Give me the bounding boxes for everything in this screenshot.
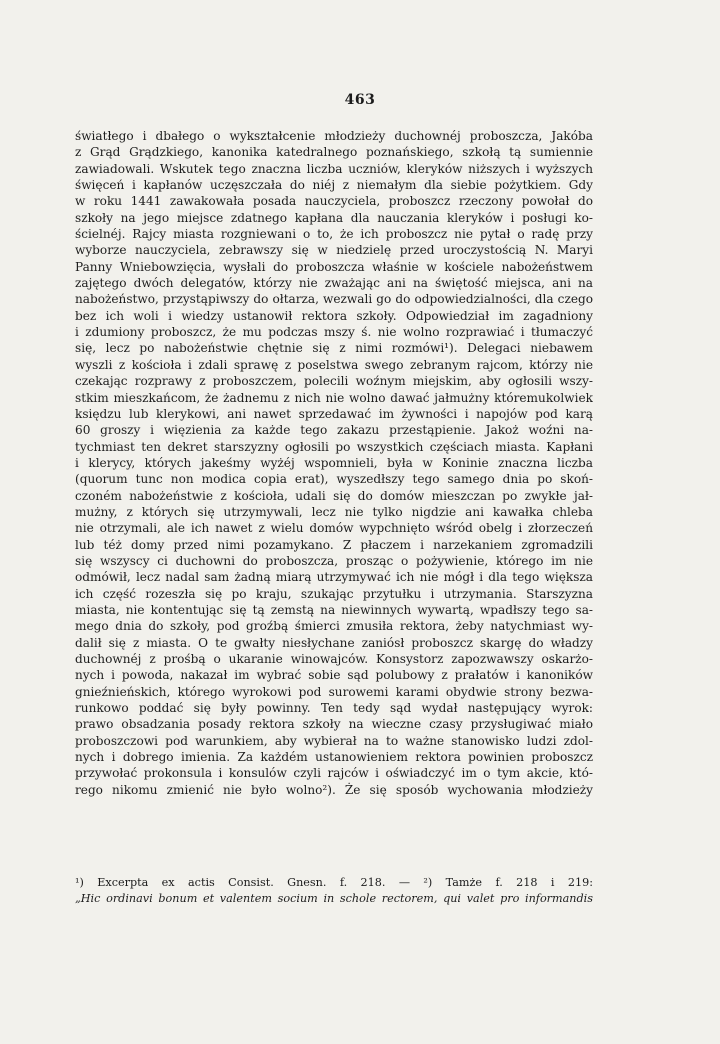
text-line: szkoły na jego miejsce zdatnego kapłana dla nauczania kleryków i posługi ko- [75, 210, 593, 225]
text-line: wyszli z kościoła i zdali sprawę z poselstwa swego zebranym rajcom, którzy nie [75, 357, 593, 372]
text-line: tychmiast ten dekret starszyzny ogłosili po wszystkich częściach miasta. Kapłani [75, 439, 593, 454]
text-line: dalił się z miasta. O te gwałty niesłychane zaniósł proboszcz skargę do władzy [75, 635, 593, 650]
text-line: miasta, nie kontentując się tą zemstą na niewinnych wywartą, wpadłszy tego sa- [75, 602, 593, 617]
body-text [75, 128, 593, 798]
footnote-line: ¹) Excerpta ex actis Consist. Gnesn. f. 218. — ²) Tamże f. 218 i 219: [75, 876, 593, 889]
text-line: nabożeństwo, przystąpiwszy do ołtarza, wezwali go do odpowiedzialności, dla czego [75, 292, 593, 307]
text-line: ich część rozeszła się po kraju, szukając przytułku i utrzymania. Starszyzna [75, 586, 593, 601]
text-line: zajętego dwóch delegatów, którzy nie zważając ani na świętość miejsca, ani na [75, 276, 593, 291]
text-line: nych i powoda, nakazał im wybrać sobie sąd polubowy z prałatów i kanoników [75, 668, 593, 683]
footnotes [75, 875, 593, 907]
text-line: prawo obsadzania posady rektora szkoły na wieczne czasy przysługiwać miało [75, 717, 593, 732]
text-line: się wszyscy ci duchowni do proboszcza, prosząc o pożywienie, którego im nie [75, 553, 593, 568]
text-line: przywołać prokonsula i konsulów czyli rajców i oświadczyć im o tym akcie, któ- [75, 766, 593, 781]
text-line: ścielnéj. Rajcy miasta rozgniewani o to, że ich proboszcz nie pytał o radę przy [75, 227, 593, 242]
text-line: stkim mieszkańcom, że żadnemu z nich nie wolno dawać jałmużny któremukolwiek [75, 390, 593, 405]
text-line: czekając rozprawy z proboszczem, polecili woźnym miejskim, aby ogłosili wszy- [75, 374, 593, 389]
text-line: czoném nabożeństwie z kościoła, udali się do domów mieszczan po zwykłe jał- [75, 488, 593, 503]
text-line: nie otrzymali, ale ich nawet z wielu domów wypchnięto wśród obelg i złorzeczeń [75, 521, 593, 536]
text-line: rego nikomu zmienić nie było wolno²). Że się sposób wychowania młodzieży [75, 782, 593, 797]
text-line: proboszczowi pod warunkiem, aby wybierał na to ważne stanowisko ludzi zdol- [75, 733, 593, 748]
text-line: (quorum tunc non modica copia erat), wyszedłszy tego samego dnia po skoń- [75, 472, 593, 487]
text-line: duchownéj z prośbą o ukaranie winowajców. Konsystorz zapozwawszy oskarżo- [75, 652, 593, 666]
text-line: bez ich woli i wiedzy ustanowił rektora szkoły. Odpowiedział im zagadniony [75, 308, 593, 323]
text-line: mużny, z których się utrzymywali, lecz nie tylko nigdzie ani kawałka chleba [75, 504, 593, 519]
text-line: 60 groszy i więzienia za każde tego zakazu przestąpienie. Jakoż woźni na- [75, 423, 593, 438]
text-line: i klerycy, których jakeśmy wyżéj wspomnieli, była w Koninie znaczna liczba [75, 455, 593, 470]
footnote-line: „Hic ordinavi bonum et valentem socium in schole rectorem, qui valet pro informandis [75, 892, 593, 905]
text-line: księdzu lub klerykowi, ani nawet sprzedawać im żywności i napojów pod karą [75, 406, 593, 421]
text-line: z Grąd Grądzkiego, kanonika katedralnego poznańskiego, szkołą tą sumiennie [75, 145, 593, 160]
text-line: runkowo poddać się były powinny. Ten tedy sąd wydał następujący wyrok: [75, 701, 593, 716]
text-line: i zdumiony proboszcz, że mu podczas mszy ś. nie wolno rozprawiać i tłumaczyć [75, 325, 593, 340]
text-line: zawiadowali. Wskutek tego znaczna liczba uczniów, kleryków niższych i wyższych [75, 161, 593, 176]
text-line: lub téż domy przed nimi pozamykano. Z płaczem i narzekaniem zgromadzili [75, 537, 593, 552]
text-line: w roku 1441 zawakowała posada nauczyciela, proboszcz rzeczony powołał do [75, 194, 593, 209]
page-number: 463 [344, 92, 376, 108]
text-line: się, lecz po nabożeństwie chętnie się z nimi rozmówi¹). Delegaci niebawem [75, 341, 593, 356]
text-line: mego dnia do szkoły, pod groźbą śmierci zmusiła rektora, żeby natychmiast wy- [75, 619, 593, 634]
text-line: światłego i dbałego o wykształcenie młodzieży duchownéj proboszcza, Jakóba [75, 129, 593, 143]
text-line: nych i dobrego imienia. Za każdém ustanowieniem rektora powinien proboszcz [75, 750, 593, 765]
text-line: święceń i kapłanów uczęszczała do niéj z niemałym dla siebie pożytkiem. Gdy [75, 178, 593, 193]
text-line: gnieźnieńskich, którego wyrokowi pod surowemi karami obydwie strony bezwa- [75, 684, 593, 699]
text-line: Panny Wniebowzięcia, wysłali do proboszcza właśnie w kościele nabożeństwem [75, 259, 593, 274]
text-line: wyborze nauczyciela, zebrawszy się w niedzielę przed uroczystością N. Maryi [75, 243, 593, 258]
text-line: odmówił, lecz nadal sam żadną miarą utrzymywać ich nie mógł i dla tego większa [75, 570, 593, 585]
